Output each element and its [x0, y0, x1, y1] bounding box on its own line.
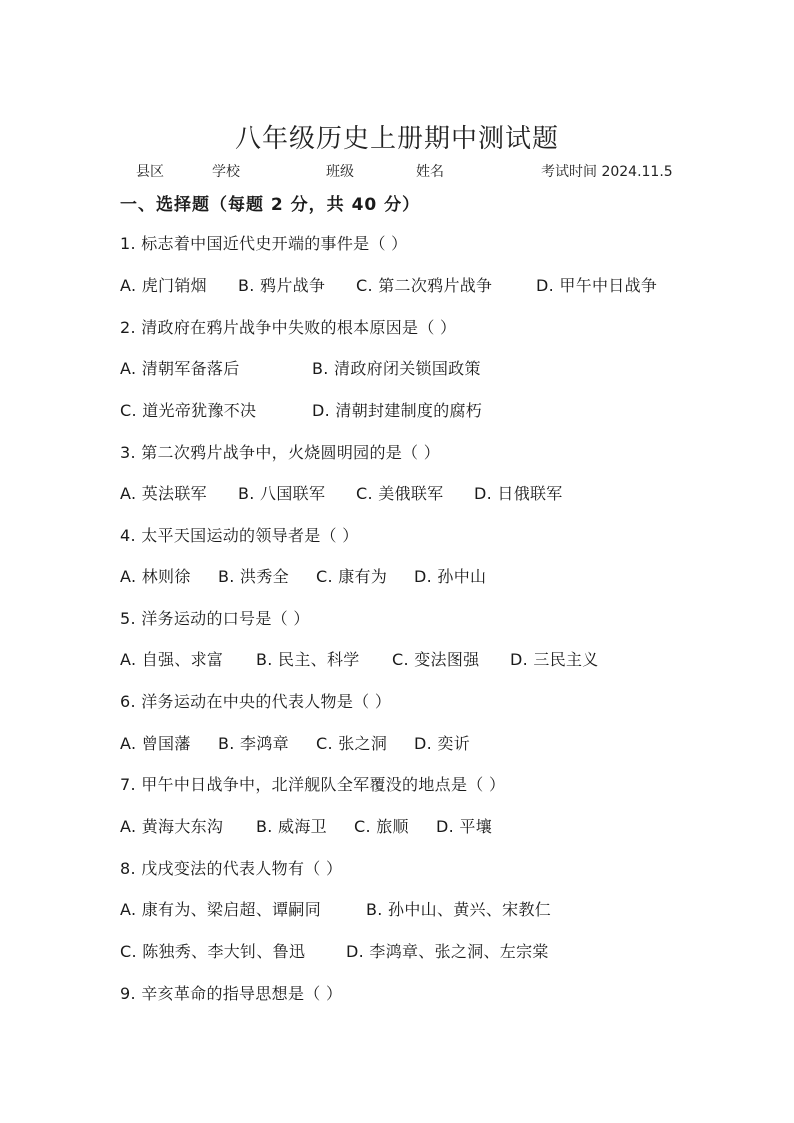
- option-d: D. 孙中山: [414, 567, 487, 586]
- options-row: [120, 356, 481, 379]
- option-d: D. 甲午中日战争: [536, 276, 658, 295]
- question-stem: 7. 甲午中日战争中，北洋舰队全军覆没的地点是（ ）: [120, 775, 506, 794]
- exam-time-label: 考试时间 2024.11.5: [541, 164, 673, 180]
- question-stem: 2. 清政府在鸦片战争中失败的根本原因是（ ）: [120, 318, 457, 337]
- option-d: D. 日俄联军: [474, 484, 563, 503]
- option-c: C. 变法图强: [392, 650, 480, 669]
- option-d: D. 三民主义: [510, 650, 599, 669]
- option-a: A. 虎门销烟: [120, 276, 207, 295]
- options-row: [120, 481, 563, 504]
- option-c: C. 张之洞: [316, 734, 388, 753]
- option-b: B. 洪秀全: [218, 567, 289, 586]
- options-row: [120, 564, 486, 587]
- option-b: B. 民主、科学: [256, 650, 360, 669]
- class-label: 班级: [326, 164, 354, 180]
- option-b: B. 鸦片战争: [238, 276, 326, 295]
- question-stem: 9. 辛亥革命的指导思想是（ ）: [120, 984, 343, 1003]
- option-c: C. 康有为: [316, 567, 388, 586]
- option-d: D. 李鸿章、张之洞、左宗棠: [346, 942, 549, 961]
- question-stem: 3. 第二次鸦片战争中，火烧圆明园的是（ ）: [120, 443, 441, 462]
- option-c: C. 第二次鸦片战争: [356, 276, 493, 295]
- option-d: D. 清朝封建制度的腐朽: [312, 401, 483, 420]
- option-c: C. 道光帝犹豫不决: [120, 401, 257, 420]
- option-d: D. 奕䜣: [414, 734, 470, 753]
- question-stem: 5. 洋务运动的口号是（ ）: [120, 609, 310, 628]
- question-stem: 1. 标志着中国近代史开端的事件是（ ）: [120, 234, 408, 253]
- options-row: [120, 814, 492, 837]
- option-a: A. 林则徐: [120, 567, 191, 586]
- options-row: [120, 273, 657, 296]
- option-c: C. 旅顺: [354, 817, 409, 836]
- option-c: C. 美俄联军: [356, 484, 444, 503]
- option-b: B. 孙中山、黄兴、宋教仁: [366, 900, 552, 919]
- question-stem: 6. 洋务运动在中央的代表人物是（ ）: [120, 692, 392, 711]
- section-heading-choice: 一、选择题（每题 2 分，共 40 分）: [120, 195, 421, 215]
- option-a: A. 清朝军备落后: [120, 359, 240, 378]
- school-label: 学校: [212, 164, 240, 180]
- option-a: A. 黄海大东沟: [120, 817, 224, 836]
- option-b: B. 威海卫: [256, 817, 327, 836]
- option-d: D. 平壤: [436, 817, 492, 836]
- option-a: A. 英法联军: [120, 484, 207, 503]
- options-row: [120, 731, 470, 754]
- question-stem: 4. 太平天国运动的领导者是（ ）: [120, 526, 359, 545]
- options-row: [120, 398, 482, 421]
- option-a: A. 康有为、梁启超、谭嗣同: [120, 900, 322, 919]
- options-row: [120, 647, 599, 670]
- county-label: 县区: [136, 164, 164, 180]
- options-row: [120, 939, 549, 962]
- page-title: 八年级历史上册期中测试题: [234, 124, 559, 154]
- name-label: 姓名: [416, 164, 444, 180]
- options-row: [120, 897, 551, 920]
- option-b: B. 清政府闭关锁国政策: [312, 359, 481, 378]
- option-b: B. 李鸿章: [218, 734, 289, 753]
- question-stem: 8. 戊戌变法的代表人物有（ ）: [120, 859, 343, 878]
- option-b: B. 八国联军: [238, 484, 326, 503]
- option-c: C. 陈独秀、李大钊、鲁迅: [120, 942, 306, 961]
- option-a: A. 自强、求富: [120, 650, 224, 669]
- option-a: A. 曾国藩: [120, 734, 191, 753]
